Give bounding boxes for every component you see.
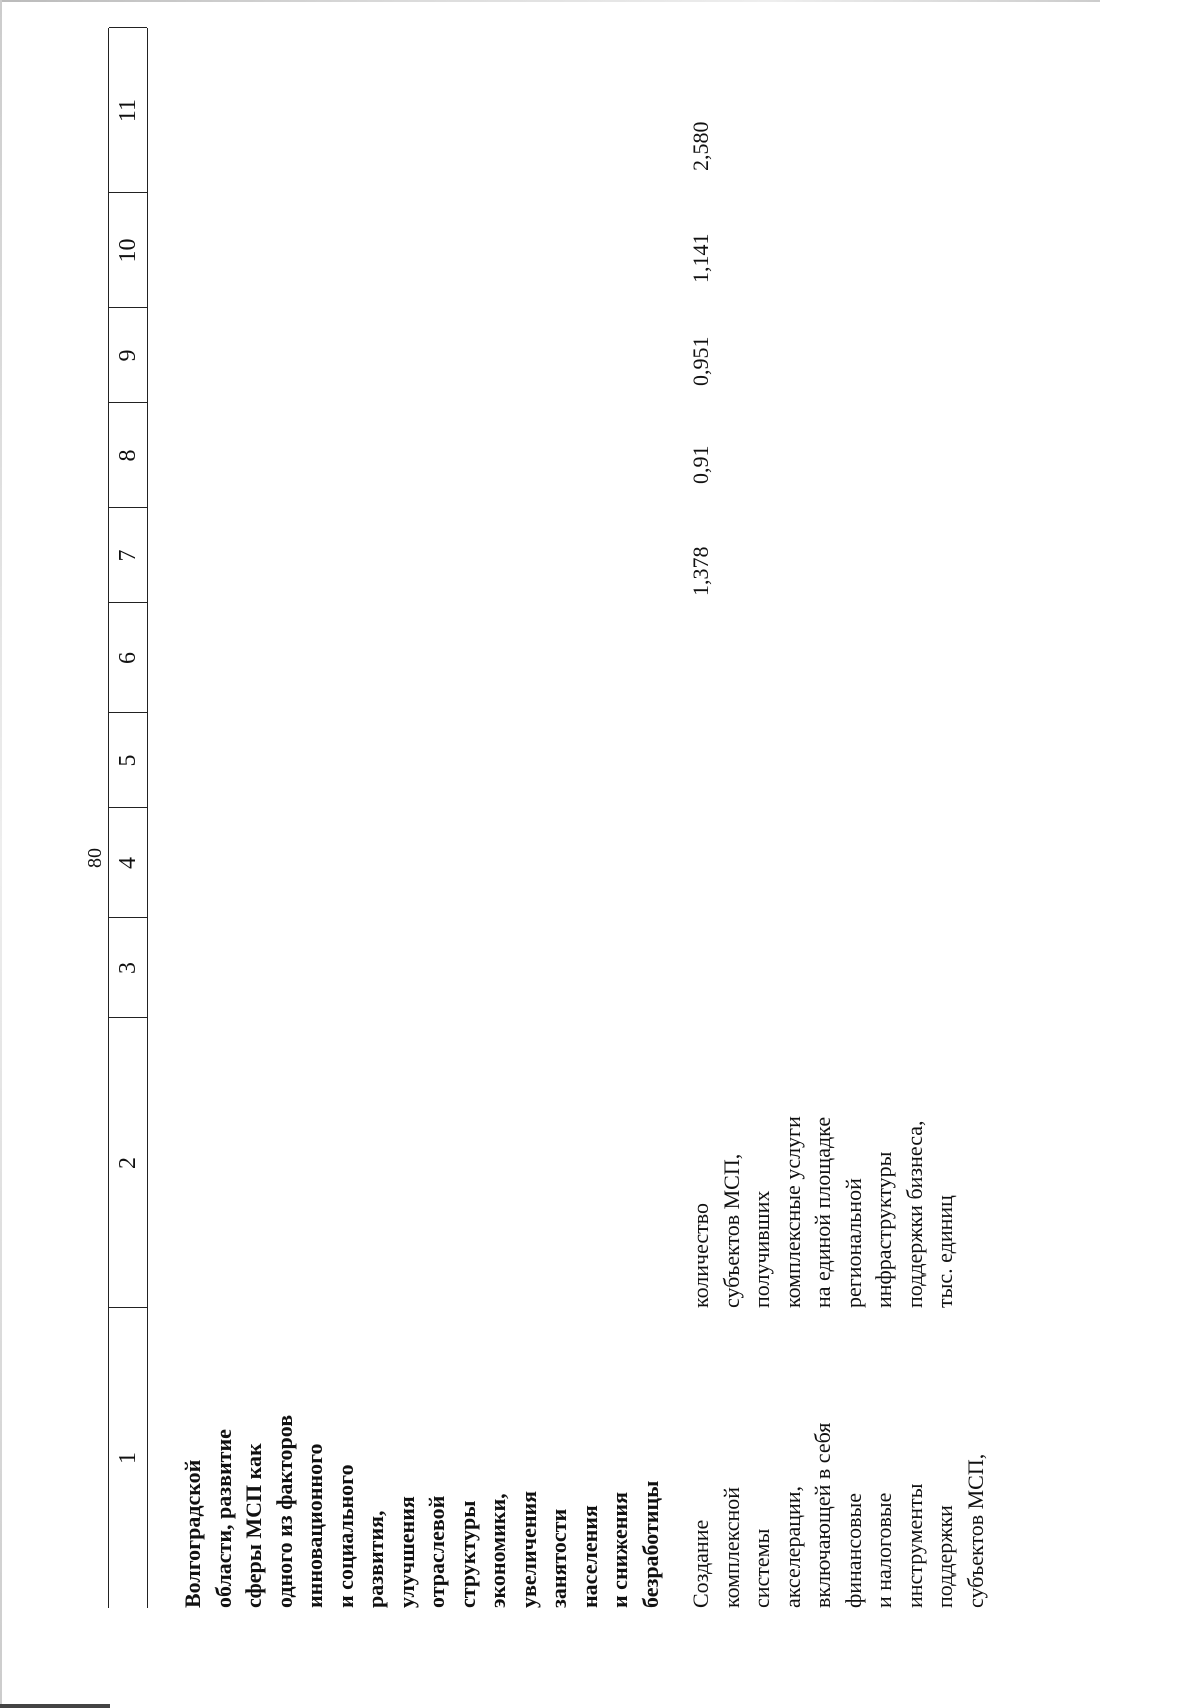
indicator-text bbox=[686, 1018, 961, 1308]
text-line: количество bbox=[688, 1202, 713, 1308]
text-line: субъектов МСП, bbox=[962, 1453, 988, 1608]
header-col-9: 9 bbox=[109, 307, 147, 403]
header-col-1: 1 bbox=[109, 1307, 147, 1608]
text-line: включающей в себя bbox=[810, 1422, 835, 1608]
header-col-10: 10 bbox=[109, 192, 147, 308]
text-line: финансовые bbox=[840, 1492, 866, 1608]
text-line: поддержки бизнеса, bbox=[901, 1120, 927, 1308]
header-col-2: 2 bbox=[109, 1017, 147, 1308]
text-line: увеличения bbox=[515, 1490, 541, 1608]
text-line: системы bbox=[749, 1528, 774, 1608]
text-line: акселерации, bbox=[779, 1485, 805, 1608]
text-line: безработицы bbox=[637, 1480, 663, 1608]
value-col-8: 0,91 bbox=[688, 445, 713, 484]
text-line: населения bbox=[576, 1505, 602, 1608]
text-line: тыс. единиц bbox=[932, 1195, 957, 1308]
text-line: региональной bbox=[840, 1178, 866, 1308]
value-col-11: 2,580 bbox=[688, 121, 713, 171]
task-text bbox=[686, 1308, 991, 1608]
header-col-5: 5 bbox=[109, 712, 147, 808]
header-col-11: 11 bbox=[109, 27, 147, 193]
text-line: инновационного bbox=[302, 1443, 327, 1608]
text-line: одного из факторов bbox=[271, 1414, 297, 1608]
text-line: и снижения bbox=[607, 1492, 632, 1608]
text-line: занятости bbox=[546, 1508, 571, 1608]
header-col-3: 3 bbox=[109, 917, 147, 1018]
text-line: на единой площадке bbox=[810, 1116, 835, 1308]
text-line: структуры bbox=[454, 1500, 480, 1608]
text-line: экономики, bbox=[485, 1493, 510, 1608]
text-line: субъектов МСП, bbox=[718, 1153, 744, 1308]
text-line: инфраструктуры bbox=[871, 1151, 896, 1308]
text-line: комплексные услуги bbox=[779, 1116, 805, 1308]
page-number: 80 bbox=[84, 848, 106, 868]
text-line: и социального bbox=[332, 1464, 358, 1608]
text-line: отраслевой bbox=[424, 1495, 449, 1608]
text-line: улучшения bbox=[393, 1496, 419, 1608]
header-col-4: 4 bbox=[109, 807, 147, 918]
text-line: развития, bbox=[363, 1510, 388, 1608]
header-col-6: 6 bbox=[109, 602, 147, 713]
value-col-7: 1,378 bbox=[688, 546, 713, 596]
value-col-9: 0,951 bbox=[688, 336, 713, 386]
goal-text bbox=[178, 1308, 666, 1608]
text-line: комплексной bbox=[718, 1486, 744, 1608]
value-col-10: 1,141 bbox=[688, 233, 713, 283]
text-line: получивших bbox=[749, 1190, 774, 1308]
text-line: сферы МСП как bbox=[241, 1443, 266, 1608]
text-line: поддержки bbox=[932, 1505, 957, 1608]
text-line: и налоговые bbox=[871, 1492, 896, 1608]
table-header-row bbox=[108, 28, 148, 1608]
text-line: области, развитие bbox=[210, 1429, 236, 1608]
text-line: Волгоградской bbox=[180, 1459, 205, 1608]
header-col-7: 7 bbox=[109, 507, 147, 603]
text-line: инструменты bbox=[901, 1483, 927, 1608]
text-line: Создание bbox=[688, 1519, 713, 1608]
header-col-8: 8 bbox=[109, 402, 147, 508]
